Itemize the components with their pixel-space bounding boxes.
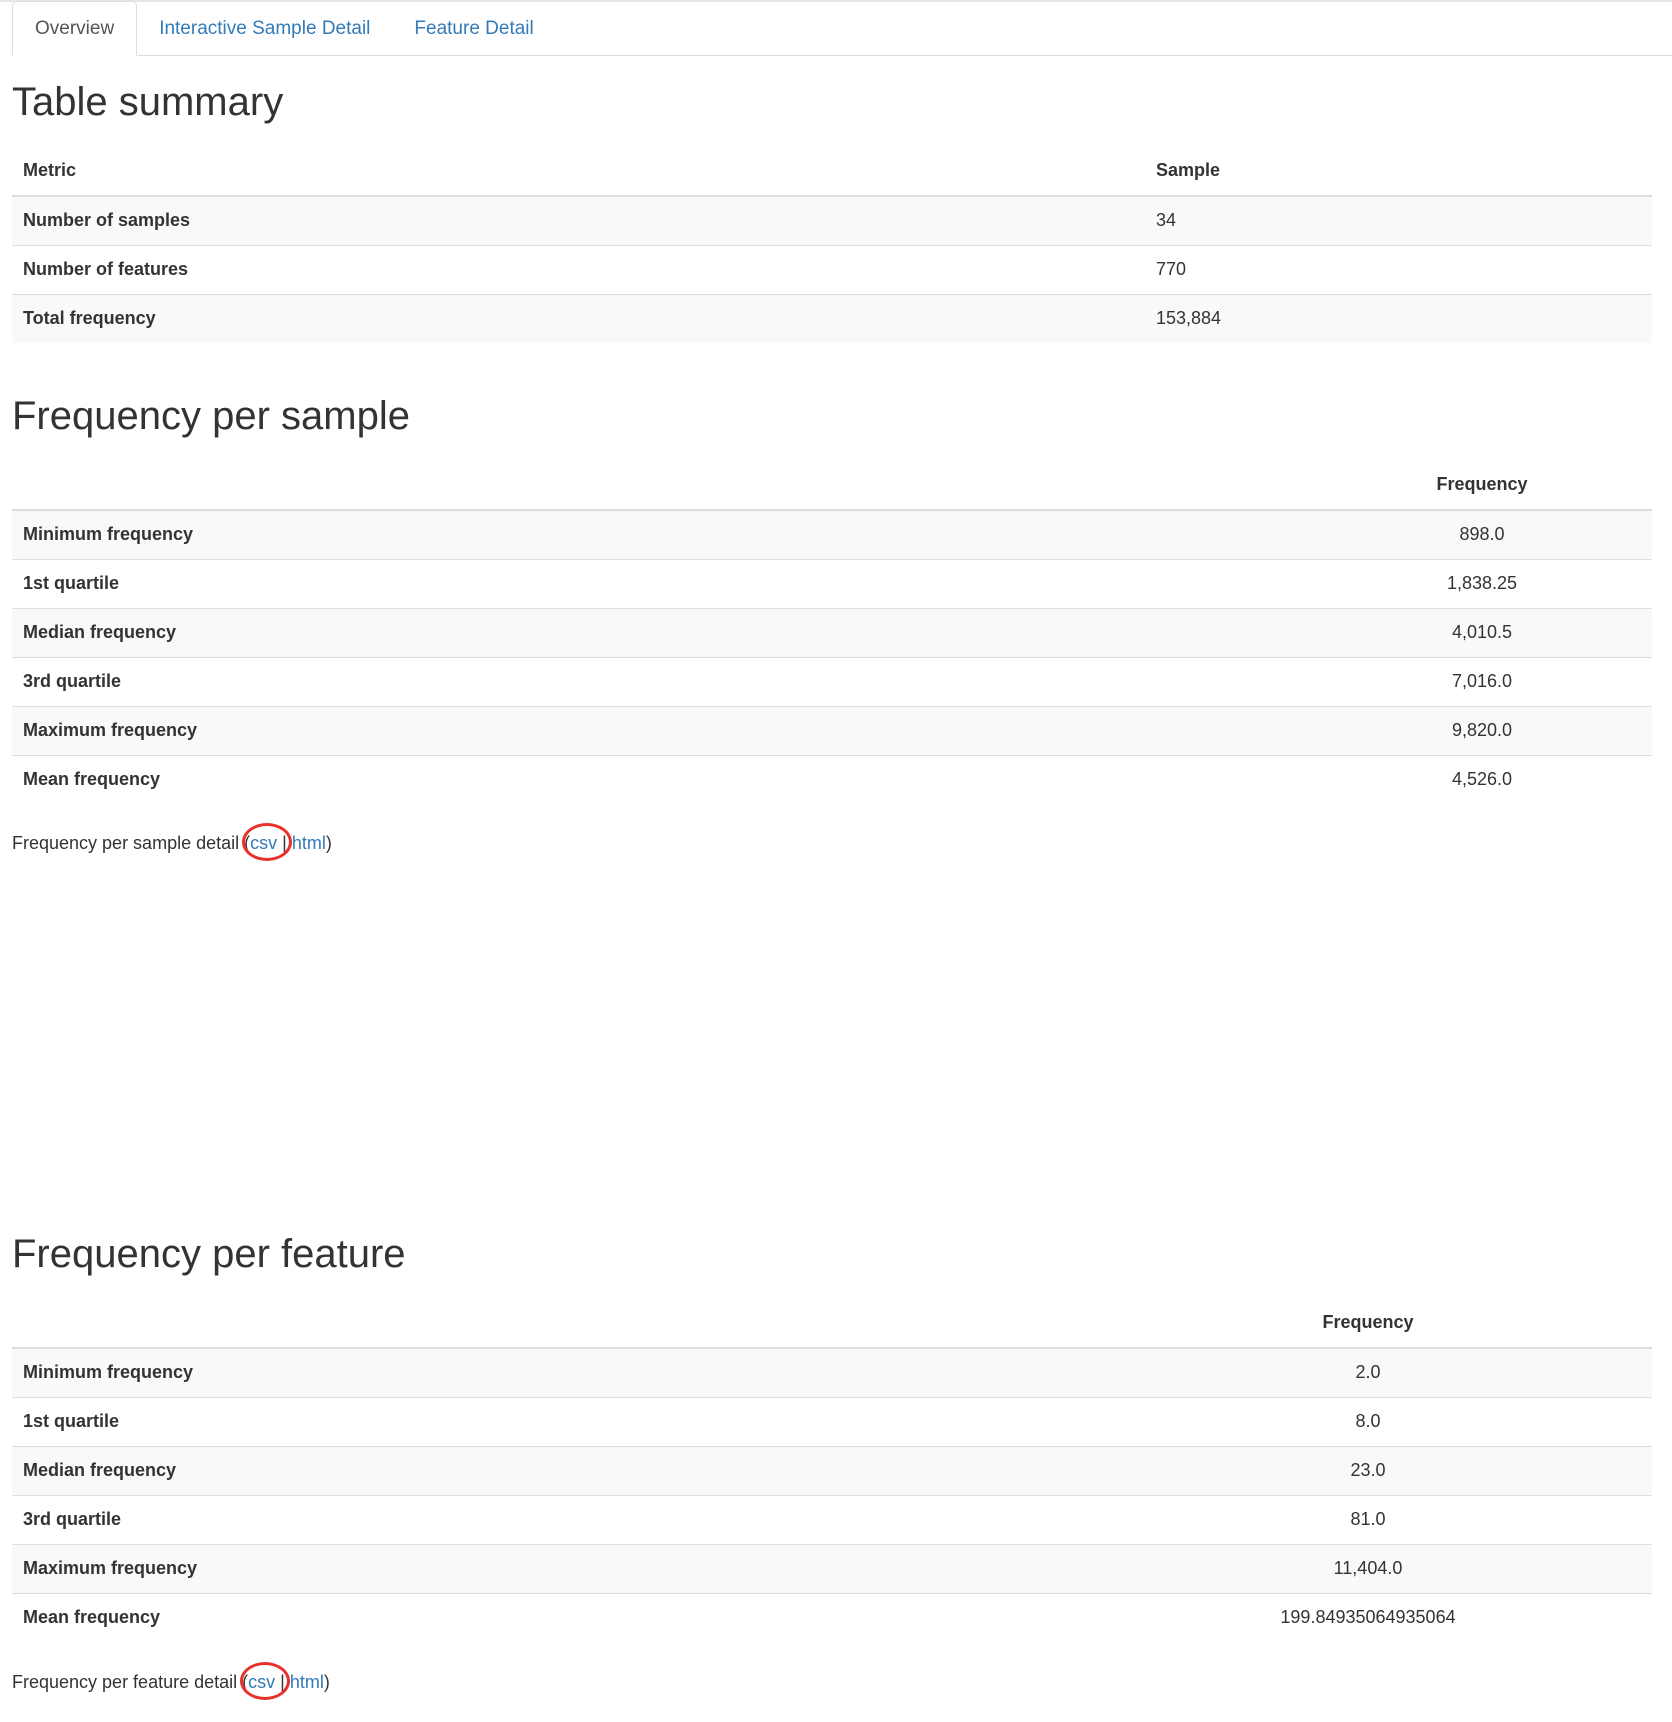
row-value: 81.0 xyxy=(1084,1495,1652,1544)
separator: | xyxy=(280,1672,285,1692)
sample-csv-link[interactable]: csv xyxy=(250,833,278,853)
column-header-metric: Metric xyxy=(12,146,1145,196)
detail-label: Frequency per sample detail xyxy=(12,833,240,853)
table-row xyxy=(12,1593,1652,1642)
row-value: 153,884 xyxy=(1145,294,1652,343)
column-header-frequency: Frequency xyxy=(1084,1298,1652,1348)
separator: | xyxy=(282,833,287,853)
frequency-per-sample-table xyxy=(12,460,1652,804)
row-label: 3rd quartile xyxy=(12,657,1312,706)
frequency-per-feature-heading: Frequency per feature xyxy=(12,1232,406,1276)
csv-link-wrapper xyxy=(250,833,277,854)
row-value: 11,404.0 xyxy=(1084,1544,1652,1593)
row-label: Minimum frequency xyxy=(23,1362,194,1383)
row-label: 1st quartile xyxy=(12,559,1312,608)
table-row xyxy=(12,608,1652,657)
row-label: Median frequency xyxy=(12,608,1312,657)
table-row xyxy=(12,657,1652,706)
row-value: 199.84935064935064 xyxy=(1084,1593,1652,1642)
table-row xyxy=(12,294,1652,343)
row-value: 4,010.5 xyxy=(1312,608,1652,657)
tab-bar xyxy=(12,0,1672,56)
row-value: 2.0 xyxy=(1355,1362,1381,1383)
table-row xyxy=(12,245,1652,294)
table-row xyxy=(12,1495,1652,1544)
row-value: 770 xyxy=(1145,245,1652,294)
frequency-per-sample-heading: Frequency per sample xyxy=(12,394,410,438)
feature-html-link[interactable]: html xyxy=(289,1672,324,1692)
row-label: Maximum frequency xyxy=(12,706,1312,755)
tab-overview[interactable]: Overview xyxy=(12,1,137,56)
table-row xyxy=(12,755,1652,804)
table-row xyxy=(12,1544,1652,1593)
row-value: 8.0 xyxy=(1084,1397,1652,1446)
row-label: 1st quartile xyxy=(12,1397,1084,1446)
row-value: 1,838.25 xyxy=(1312,559,1652,608)
row-value: 9,820.0 xyxy=(1312,706,1652,755)
table-summary-table xyxy=(12,146,1652,343)
csv-link-wrapper xyxy=(248,1672,275,1693)
column-header-blank xyxy=(12,460,1312,510)
tab-feature-detail[interactable]: Feature Detail xyxy=(414,18,534,39)
row-label: Maximum frequency xyxy=(12,1544,1084,1593)
table-row xyxy=(12,1397,1652,1446)
row-value: 23.0 xyxy=(1084,1446,1652,1495)
table-row xyxy=(12,559,1652,608)
table-row xyxy=(12,1446,1652,1495)
row-label: 3rd quartile xyxy=(12,1495,1084,1544)
row-label: Number of features xyxy=(12,245,1145,294)
row-label: Total frequency xyxy=(12,294,1145,343)
column-header-sample: Sample xyxy=(1145,146,1652,196)
table-row xyxy=(12,1348,1652,1397)
row-value: 7,016.0 xyxy=(1312,657,1652,706)
row-label: Mean frequency xyxy=(12,1593,1084,1642)
detail-label: Frequency per feature detail xyxy=(12,1672,238,1692)
row-value: 898.0 xyxy=(1459,524,1505,545)
column-header-frequency: Frequency xyxy=(1312,460,1652,510)
page xyxy=(12,0,1652,1692)
row-value: 4,526.0 xyxy=(1312,755,1652,804)
row-label: Number of samples xyxy=(23,210,191,231)
row-value: 34 xyxy=(1156,210,1177,231)
frequency-per-sample-detail: Frequency per sample detail (csv | html) xyxy=(12,833,332,854)
frequency-per-feature-detail: Frequency per feature detail (csv | html) xyxy=(12,1672,330,1693)
row-label: Median frequency xyxy=(12,1446,1084,1495)
sample-html-link[interactable]: html xyxy=(291,833,326,853)
table-row xyxy=(12,196,1652,245)
table-summary-heading: Table summary xyxy=(12,80,284,124)
row-label: Mean frequency xyxy=(12,755,1312,804)
feature-csv-link[interactable]: csv xyxy=(248,1672,276,1692)
table-row xyxy=(12,510,1652,559)
column-header-blank xyxy=(12,1298,1084,1348)
tab-interactive-sample-detail[interactable]: Interactive Sample Detail xyxy=(159,18,371,39)
frequency-per-feature-table xyxy=(12,1298,1652,1642)
table-row xyxy=(12,706,1652,755)
row-label: Minimum frequency xyxy=(23,524,194,545)
